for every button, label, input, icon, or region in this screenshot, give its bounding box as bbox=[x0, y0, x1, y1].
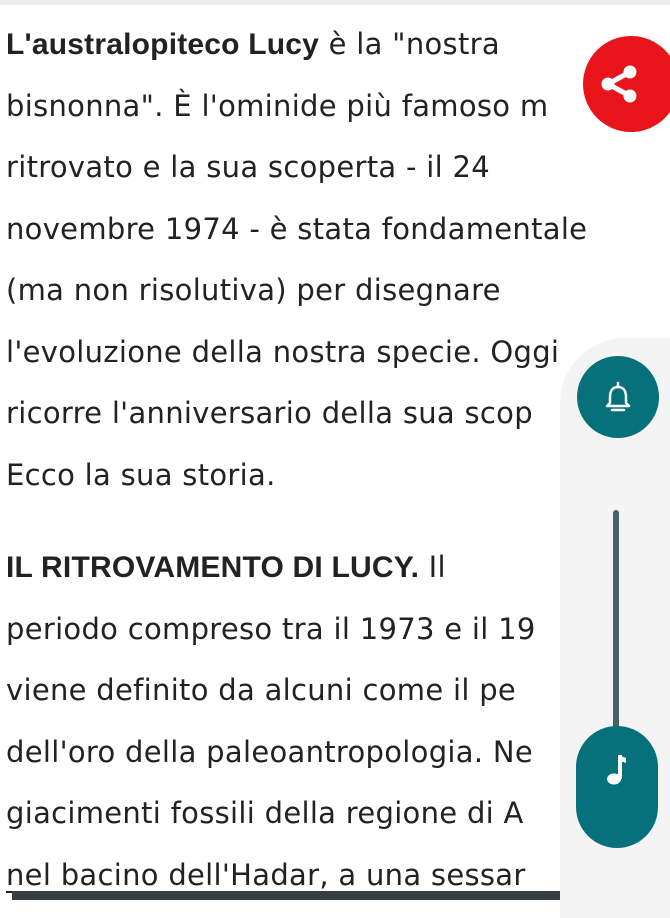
volume-slider-track[interactable] bbox=[613, 510, 619, 758]
section-heading: IL RITROVAMENTO DI LUCY. bbox=[6, 551, 420, 584]
paragraph-2-line-4: dell'oro della paleoantropologia. Ne bbox=[6, 734, 534, 769]
paragraph-1-line-2: bisnonna". È l'ominide più famoso m bbox=[6, 88, 549, 123]
paragraph-1-line-5: (ma non risolutiva) per disegnare bbox=[6, 273, 501, 307]
paragraph-2-line-6: nel bacino dell'Hadar, a una sessar bbox=[6, 857, 526, 892]
share-button[interactable] bbox=[583, 36, 670, 132]
paragraph-2-line-2: periodo compreso tra il 1973 e il 19 bbox=[6, 611, 536, 646]
audio-player-button[interactable] bbox=[576, 726, 658, 848]
paragraph-2-line-3: viene definito da alcuni come il pe bbox=[6, 673, 517, 707]
paragraph-1-line-8: Ecco la sua storia. bbox=[6, 457, 276, 492]
top-divider bbox=[0, 0, 670, 5]
bell-icon bbox=[603, 381, 633, 413]
paragraph-2-line-1: IL RITROVAMENTO DI LUCY. Il bbox=[6, 550, 446, 584]
paragraph-1-line-6: l'evoluzione della nostra specie. Oggi bbox=[6, 334, 560, 369]
paragraph-1-line-7: ricorre l'anniversario della sua scop bbox=[6, 396, 533, 430]
paragraph-1-line-4: novembre 1974 - è stata fondamentale bbox=[6, 211, 588, 246]
paragraph-1-line-1: L'australopiteco Lucy è la "nostra bbox=[6, 27, 500, 61]
paragraph-1-line-3: ritrovato e la sua scoperta - il 24 bbox=[6, 150, 490, 184]
music-note-icon bbox=[604, 752, 630, 786]
article-image-top-edge bbox=[12, 891, 560, 900]
paragraph-2-line-5: giacimenti fossili della regione di A bbox=[6, 796, 524, 830]
lead-bold-text: L'australopiteco Lucy bbox=[6, 28, 320, 61]
share-icon bbox=[598, 62, 642, 106]
notifications-button[interactable] bbox=[577, 356, 659, 438]
